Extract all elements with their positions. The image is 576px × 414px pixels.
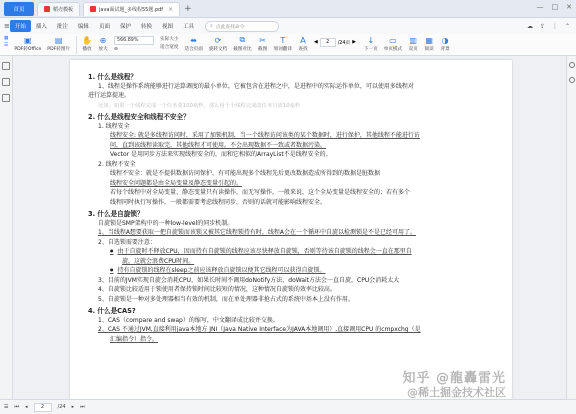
- read-mode-label: 阅读: [424, 47, 434, 52]
- menu-item-edit[interactable]: 编辑: [77, 24, 89, 30]
- find-button[interactable]: [298, 34, 308, 52]
- status-page-number: 2: [40, 404, 45, 410]
- paragraph-line: 2、CAS 不通过JVM,直接利用java本地方 JNI（Java Native Interface为JAVA本地调用）,直接调用CPU 的cmpxchg（是: [98, 326, 421, 333]
- menu-right-tools: [527, 23, 570, 30]
- window-controls: [537, 3, 573, 11]
- paragraph-line: 2. 线程不安全: [98, 160, 136, 168]
- first-page-icon[interactable]: ⏮: [14, 404, 19, 410]
- paragraph-line: 线程同时执行写操作，一般都需要考虑线程同步，否则的话就可能影响线程安全。: [110, 198, 327, 206]
- thumbnail-icon[interactable]: [2, 62, 10, 70]
- menu-item-page[interactable]: 页面: [98, 24, 110, 30]
- fit-page-label: 适合页面: [184, 47, 203, 52]
- tab-templates[interactable]: [37, 2, 80, 16]
- collapse-icon[interactable]: ⌃: [564, 22, 570, 30]
- hand-tool-button[interactable]: [82, 34, 92, 52]
- double-page-icon: ▥: [409, 35, 417, 45]
- zoom-group: [114, 34, 154, 52]
- section-heading: 2. 什么是线程安全和线程不安全？: [88, 113, 190, 121]
- hand-tool-label: 播放: [82, 47, 92, 52]
- search-placeholder: 点此查找命令: [215, 24, 245, 30]
- page-total: /24页: [337, 41, 351, 46]
- fit-width-label: 适合宽度: [160, 45, 179, 50]
- paragraph-line: 比如，如果一个线程完成一个任务要100毫秒，那么用十个线程完成改任务只需10毫秒: [98, 102, 301, 109]
- tab-pdf-document[interactable]: [83, 2, 180, 16]
- document-body: [88, 73, 494, 344]
- compare-button[interactable]: [233, 34, 251, 52]
- add-tab-button[interactable]: +: [184, 3, 192, 14]
- menu-item-view[interactable]: 视图: [161, 24, 173, 30]
- paragraph-line: 3、目前的JVM实现自旋会消耗CPU，如果长时间不调用doNotify方法，doWait方法会一直自旋，CPU会消耗太大: [98, 276, 400, 284]
- rotate-icon: ⟳: [214, 35, 222, 45]
- sidebar-toggle-icon[interactable]: ☰: [4, 404, 9, 410]
- command-search-input[interactable]: [205, 21, 279, 32]
- next-page-button[interactable]: [364, 34, 378, 52]
- close-tab-icon[interactable]: ×: [168, 5, 174, 13]
- next-page-label: 下一页: [363, 47, 378, 52]
- size-group: [160, 34, 178, 50]
- paragraph-line: 汇编指令）指令。: [110, 335, 159, 343]
- paragraph-line: 1、当线程A想要获取一把自旋锁而该锁又被其它线程锁持有时，线程A会在一个循环中自旋以检测锁是不是已经可用了。: [98, 229, 417, 236]
- cloud-icon[interactable]: ☁: [526, 22, 533, 30]
- list-icon: ☰: [4, 43, 9, 48]
- zoom-in-icon: ⊕: [99, 35, 107, 45]
- ribbon-mode-group: [4, 34, 8, 48]
- read-mode-icon: ▦: [425, 35, 433, 45]
- prev-page-icon[interactable]: ◀: [313, 40, 318, 45]
- single-page-label: 单页模式: [383, 47, 403, 52]
- pdf-file-icon: [90, 6, 96, 12]
- grid-icon: ▦: [4, 36, 9, 41]
- paragraph-line: 线程安全问题都是由全局变量及静态变量引起的。: [110, 179, 243, 187]
- properties-icon[interactable]: [569, 77, 575, 83]
- paragraph-line: 进行运算提速。: [88, 92, 131, 99]
- paragraph-line: 4、自旋锁比较适用于锁使用者保持锁时间比较短的情况，这种情况自旋锁的效率比较高。: [98, 286, 336, 293]
- menu-item-annotate[interactable]: 批注: [56, 24, 68, 30]
- background-label: 背景: [440, 47, 450, 52]
- paragraph-line: 旋，这就会浪费CPU时间。: [122, 257, 195, 265]
- zoom-out-button[interactable]: [114, 47, 154, 52]
- status-page-input[interactable]: [34, 403, 52, 412]
- actual-size-label: 实际大小: [160, 37, 179, 42]
- paragraph-line: Vector 是用同步方法来实现线程安全的，而和它相似的ArrayList不是线程安全的。: [110, 151, 332, 158]
- prev-page-status-icon[interactable]: ◂: [25, 404, 28, 410]
- page-number: 2: [326, 40, 330, 45]
- close-window-button[interactable]: ✕: [566, 3, 572, 11]
- translate-button[interactable]: [274, 34, 292, 52]
- scissors-icon: ✂: [259, 35, 266, 45]
- multi-page-button[interactable]: [4, 36, 8, 41]
- find-label: 查找: [298, 47, 308, 52]
- pdf-to-image-icon: ▤: [54, 35, 63, 45]
- pdf-to-office-icon: ▣: [24, 35, 32, 45]
- translate-icon: T: [280, 35, 286, 45]
- left-sidebar: [0, 56, 13, 399]
- rotate-label: 旋转文档: [208, 47, 228, 52]
- paragraph-line: 线程不安全：就是不提供数据访问保护，有可能出现多个线程先后更改数据造成所得到的数据是脏数据: [110, 170, 381, 177]
- more-icon[interactable]: ⋮: [551, 22, 558, 30]
- paragraph-line: 5、自旋锁是一种对多处理器相当有效的机制，而在单处理器非抢占式的系统中基本上没有作用。: [98, 295, 354, 303]
- compare-icon: ⧉: [239, 35, 246, 44]
- find-icon: A: [300, 35, 306, 45]
- read-mode-button[interactable]: [424, 34, 434, 52]
- compare-label: 截图对比: [233, 47, 252, 52]
- title-bar: [0, 0, 576, 18]
- search-icon: ⌕: [210, 24, 213, 29]
- rotate-button[interactable]: [209, 34, 227, 52]
- right-sidebar: [566, 56, 576, 399]
- paragraph-line: 问，直到该线程读取完，其他线程才可使用。不会出现数据不一致或者数据污染。: [110, 141, 327, 149]
- zoom-in-button[interactable]: [98, 34, 108, 52]
- page-navigator: [314, 38, 356, 47]
- fit-page-icon: ⬌: [190, 35, 197, 45]
- paragraph-line: 1. 线程安全: [98, 122, 130, 130]
- paragraph-line: ● 由于自旋时不释放CPU，因而持有自旋锁的线程应该尽快释放自旋锁，否则等待该自旋锁的线程会一直在那里自: [88, 248, 494, 257]
- minimize-button[interactable]: —: [536, 3, 544, 11]
- divider: [76, 36, 77, 54]
- menu-bar: [0, 18, 576, 34]
- pdf-to-office-label: PDF转Office: [14, 47, 42, 52]
- page-number-input[interactable]: [320, 38, 336, 47]
- status-page-total: /24: [57, 404, 66, 410]
- zoom-out-icon: ⊖: [114, 47, 118, 52]
- menu-item-insert[interactable]: 插入: [35, 24, 47, 30]
- background-icon: ◑: [441, 35, 449, 45]
- single-page-icon: ▭: [389, 35, 397, 45]
- actual-size-button[interactable]: [160, 36, 178, 42]
- hand-icon: ✋: [82, 35, 93, 45]
- section-heading: 4. 什么是CAS?: [88, 307, 136, 315]
- background-button[interactable]: [440, 34, 450, 52]
- translate-label: 划词翻译: [273, 47, 292, 52]
- screenshot-label: 截图: [257, 47, 268, 52]
- bookmark-icon[interactable]: [2, 78, 10, 86]
- tab-label: java面试题_多线程55题.pdf: [99, 6, 164, 13]
- double-page-button[interactable]: [408, 34, 418, 52]
- watermark-secondary: @稀土掘金技术社区: [407, 385, 506, 399]
- zoom-input[interactable]: [114, 36, 154, 45]
- maximize-button[interactable]: □: [551, 3, 559, 11]
- menu-item-start[interactable]: 开始: [10, 20, 31, 32]
- zoom-in-label: 放大: [98, 47, 108, 52]
- paragraph-line: 若每个线程中对全局变量、静态变量只有读操作，而无写操作，一般来说，这个全局变量是线程安全的；若有多个: [110, 189, 411, 196]
- single-page-button[interactable]: [384, 34, 402, 52]
- tab-home[interactable]: [4, 2, 34, 16]
- double-page-label: 双页: [408, 47, 418, 52]
- section-heading: 3. 什么是自旋锁？: [88, 210, 144, 218]
- pdf-to-image-label: PDF转图片: [47, 47, 71, 52]
- watermark: 知乎 @龍轟雷光: [402, 370, 506, 386]
- tab-home-label: 首页: [13, 6, 25, 13]
- fit-page-button[interactable]: [184, 34, 202, 52]
- ribbon-toolbar: [0, 34, 576, 56]
- next-page-arrow-icon[interactable]: ▶: [352, 40, 356, 45]
- menu-item-convert[interactable]: 转换: [140, 24, 152, 30]
- screenshot-button[interactable]: [258, 34, 268, 52]
- outline-button[interactable]: [4, 43, 8, 48]
- paragraph-line: ● 持有自旋锁的线程在sleep之前应该释放自旋锁以便其它线程可以获得自旋锁。: [88, 267, 494, 276]
- annotation-icon[interactable]: [2, 94, 10, 102]
- pdf-to-image-button[interactable]: [47, 34, 70, 52]
- menu-item-protect[interactable]: 保护: [119, 24, 131, 30]
- template-icon: [44, 6, 50, 12]
- next-page-status-icon[interactable]: ▸: [71, 404, 75, 410]
- paragraph-line: 线程安全: 就是多线程访问时，采用了加锁机制，当一个线程访问该类的某个数据时，进行保护，其他线程不能进行访: [110, 132, 420, 139]
- last-page-icon[interactable]: ⏭: [80, 404, 85, 410]
- tab-label: 稻壳模板: [53, 6, 74, 13]
- paragraph-line: 1、CAS（compare and swap）的缩写，中文翻译成比较并交换。: [98, 316, 279, 324]
- down-arrow-icon: ↓: [367, 35, 375, 45]
- pdf-to-office-button[interactable]: [14, 34, 41, 52]
- settings-icon[interactable]: [569, 62, 575, 68]
- share-icon[interactable]: ⇪: [539, 22, 545, 30]
- document-page: [70, 60, 512, 399]
- section-heading: 1. 什么是线程？: [88, 73, 137, 81]
- paragraph-line: 自旋锁是SMP架构中的一种low-level的同步机制。: [98, 219, 234, 227]
- fit-width-button[interactable]: [160, 44, 178, 50]
- status-bar: [0, 399, 576, 414]
- paragraph-line: 1、线程是操作系统能够进行运算调度的最小单位，它被包含在进程之中，是进程中的实际运作单位，可以使用多线程对: [98, 82, 414, 90]
- menu-item-tools[interactable]: 工具: [183, 24, 195, 30]
- paragraph-line: 2、自选锁需要注意：: [98, 238, 156, 246]
- hamburger-menu-icon[interactable]: ≡: [4, 22, 10, 30]
- zoom-value: 566.89%: [117, 38, 139, 43]
